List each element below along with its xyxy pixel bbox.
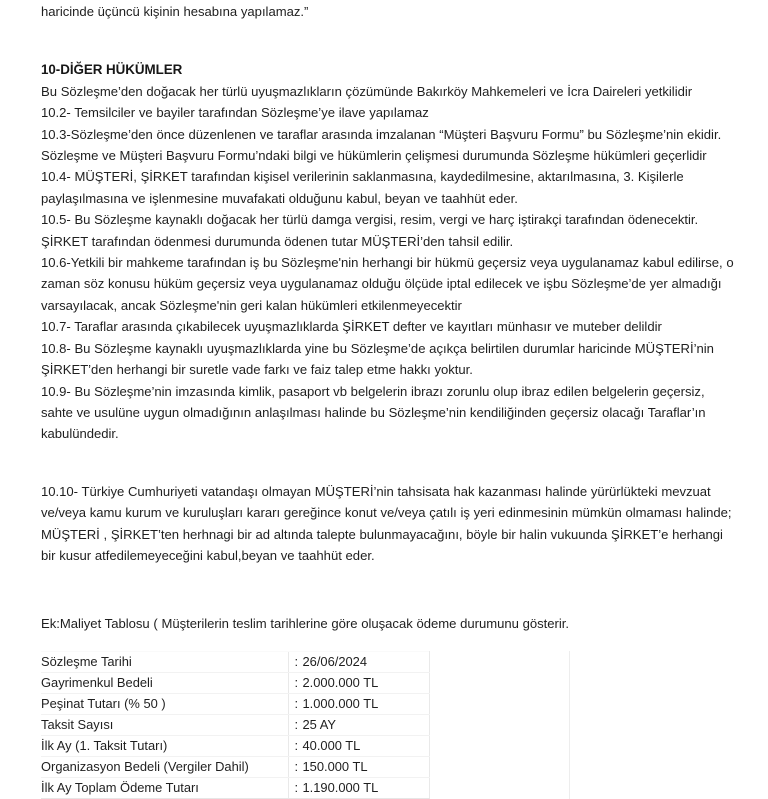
paragraph-10-3: 10.3-Sözleşme’den önce düzenlenen ve taraflar arasında imzalanan “Müşteri Başvuru Formu” bu Sözleşme’nin ekidir. Sözleşme ve Müşteri Başvuru Formu’ndaki bilgi ve hükümlerin çelişmesi durumunda Sözleşme hükümleri geçerlidir <box>41 126 722 164</box>
cost-row-label: Sözleşme Tarihi <box>41 651 288 672</box>
paragraph-10-1: Bu Sözleşme’den doğacak her türlü uyuşmazlıkların çözümünde Bakırköy Mahkemeleri ve İcra Daireleri yetkilidir <box>41 83 693 99</box>
cost-row-value <box>288 777 429 798</box>
attachment-caption: Ek:Maliyet Tablosu ( Müşterilerin teslim tarihlerine göre oluşacak ödeme durumunu gösterir. <box>41 616 570 632</box>
table-row <box>41 651 429 672</box>
colon-separator: : <box>294 779 299 795</box>
paragraph-10-6: 10.6-Yetkili bir mahkeme tarafından iş bu Sözleşme'nin herhangi bir hükmü geçersiz veya uygulanamaz kabul edilirse, o zaman söz konusu hüküm geçersiz veya uygulanamaz olduğu ölçüde iptal edilecek ve işbu Sözleşme’de yer almadığı varsayılacak, ancak Sözleşme'nin geri kalan hükümleri etkilenmeyecektir <box>41 255 734 313</box>
spacer-before-attachment <box>41 566 740 613</box>
colon-separator: : <box>294 653 299 669</box>
cost-row-value-text: 2.000.000 TL <box>302 674 379 690</box>
paragraph-10-4: 10.4- MÜŞTERİ, ŞİRKET tarafından kişisel verilerinin saklanmasına, kaydedilmesine, aktarılmasına, 3. Kişilerle paylaşılmasına ve işlenmesine muvafakati olduğunu kabul, beyan ve taahhüt eder. <box>41 169 684 206</box>
paragraph-10-8: 10.8- Bu Sözleşme kaynaklı uyuşmazlıklarda yine bu Sözleşme’de açıkça belirtilen durumlar haricinde MÜŞTERİ’nin ŞİRKET’den herhangi bir suretle vade farkı ve faiz talep etme hakkı yoktur. <box>41 340 714 378</box>
lead-paragraph: haricinde üçüncü kişinin hesabına yapılamaz.” <box>41 4 309 19</box>
cost-row-value-text: 26/06/2024 <box>302 653 368 669</box>
paragraph-10-9: 10.9- Bu Sözleşme’nin imzasında kimlik, pasaport vb belgelerin ibrazı zorunlu olup ibraz edilen belgelerin geçersiz, sahte ve usulüne uygun olmadığının anlaşılması halinde bu Sözleşme’nin kendiliğinden geçersiz olacağı Taraflar’ın kabulündedir. <box>41 383 706 442</box>
cost-table-wrapper <box>41 651 740 799</box>
cost-row-value-text: 1.190.000 TL <box>302 779 379 795</box>
colon-separator: : <box>294 716 299 732</box>
cost-row-label: Organizasyon Bedeli (Vergiler Dahil) <box>41 756 288 777</box>
spacer-before-heading <box>41 22 740 59</box>
cost-row-value <box>288 672 429 693</box>
cost-row-value <box>288 714 429 735</box>
colon-separator: : <box>294 737 299 753</box>
provisions-block <box>41 81 740 445</box>
paragraph-10-2: 10.2- Temsilciler ve bayiler tarafından Sözleşme’ye ilave yapılamaz <box>41 105 429 121</box>
paragraph-10-10: 10.10- Türkiye Cumhuriyeti vatandaşı olmayan MÜŞTERİ’nin tahsisata hak kazanması halinde yürürlükteki mevzuat ve/veya kamu kurum ve kuruluşları kararı gereğince konut ve/veya çatılı iş yeri edinmesinin mümkün olmaması halinde; MÜŞTERİ , ŞİRKET’ten herhnagi bir ad altında talepte bulunmayacağını, böyle bir halin vukuunda ŞİRKET’e herhangi bir kusur atfedilemeyeceğini kabul,beyan ve taahhüt eder. <box>41 483 732 563</box>
table-row <box>41 672 429 693</box>
spacer-before-table <box>41 635 740 651</box>
section-heading-other-provisions: 10-DİĞER HÜKÜMLER <box>41 62 183 78</box>
colon-separator: : <box>294 674 299 690</box>
cost-row-value-text: 150.000 TL <box>302 758 368 774</box>
cost-row-label: Taksit Sayısı <box>41 714 288 735</box>
cost-row-label: Gayrimenkul Bedeli <box>41 672 288 693</box>
cost-row-label: İlk Ay (1. Taksit Tutarı) <box>41 735 288 756</box>
cost-row-value-text: 40.000 TL <box>302 737 361 753</box>
cost-row-value-text: 25 AY <box>302 716 336 732</box>
cost-row-value-text: 1.000.000 TL <box>302 695 379 711</box>
cost-row-value <box>288 756 429 777</box>
cost-table-empty-column <box>429 651 570 799</box>
colon-separator: : <box>294 758 299 774</box>
paragraph-10-7: 10.7- Taraflar arasında çıkabilecek uyuşmazlıklarda ŞİRKET defter ve kayıtları münhasır ve muteber delildir <box>41 319 662 335</box>
cost-table <box>41 651 430 799</box>
table-row <box>41 735 429 756</box>
cost-row-label: Peşinat Tutarı (% 50 ) <box>41 693 288 714</box>
cost-row-value <box>288 693 429 714</box>
table-row <box>41 714 429 735</box>
table-row <box>41 693 429 714</box>
colon-separator: : <box>294 695 299 711</box>
paragraph-10-5: 10.5- Bu Sözleşme kaynaklı doğacak her türlü damga vergisi, resim, vergi ve harç iştirakçi tarafından ödenecektir. ŞİRKET tarafından ödenmesi durumunda ödenen tutar MÜŞTERİ’den tahsil edilir. <box>41 212 699 249</box>
cost-row-value <box>288 651 429 672</box>
cost-table-body <box>41 651 429 798</box>
cost-row-value <box>288 735 429 756</box>
spacer-before-paragraph-10-10 <box>41 445 740 481</box>
table-row <box>41 777 429 798</box>
cost-row-label: İlk Ay Toplam Ödeme Tutarı <box>41 777 288 798</box>
table-row <box>41 756 429 777</box>
